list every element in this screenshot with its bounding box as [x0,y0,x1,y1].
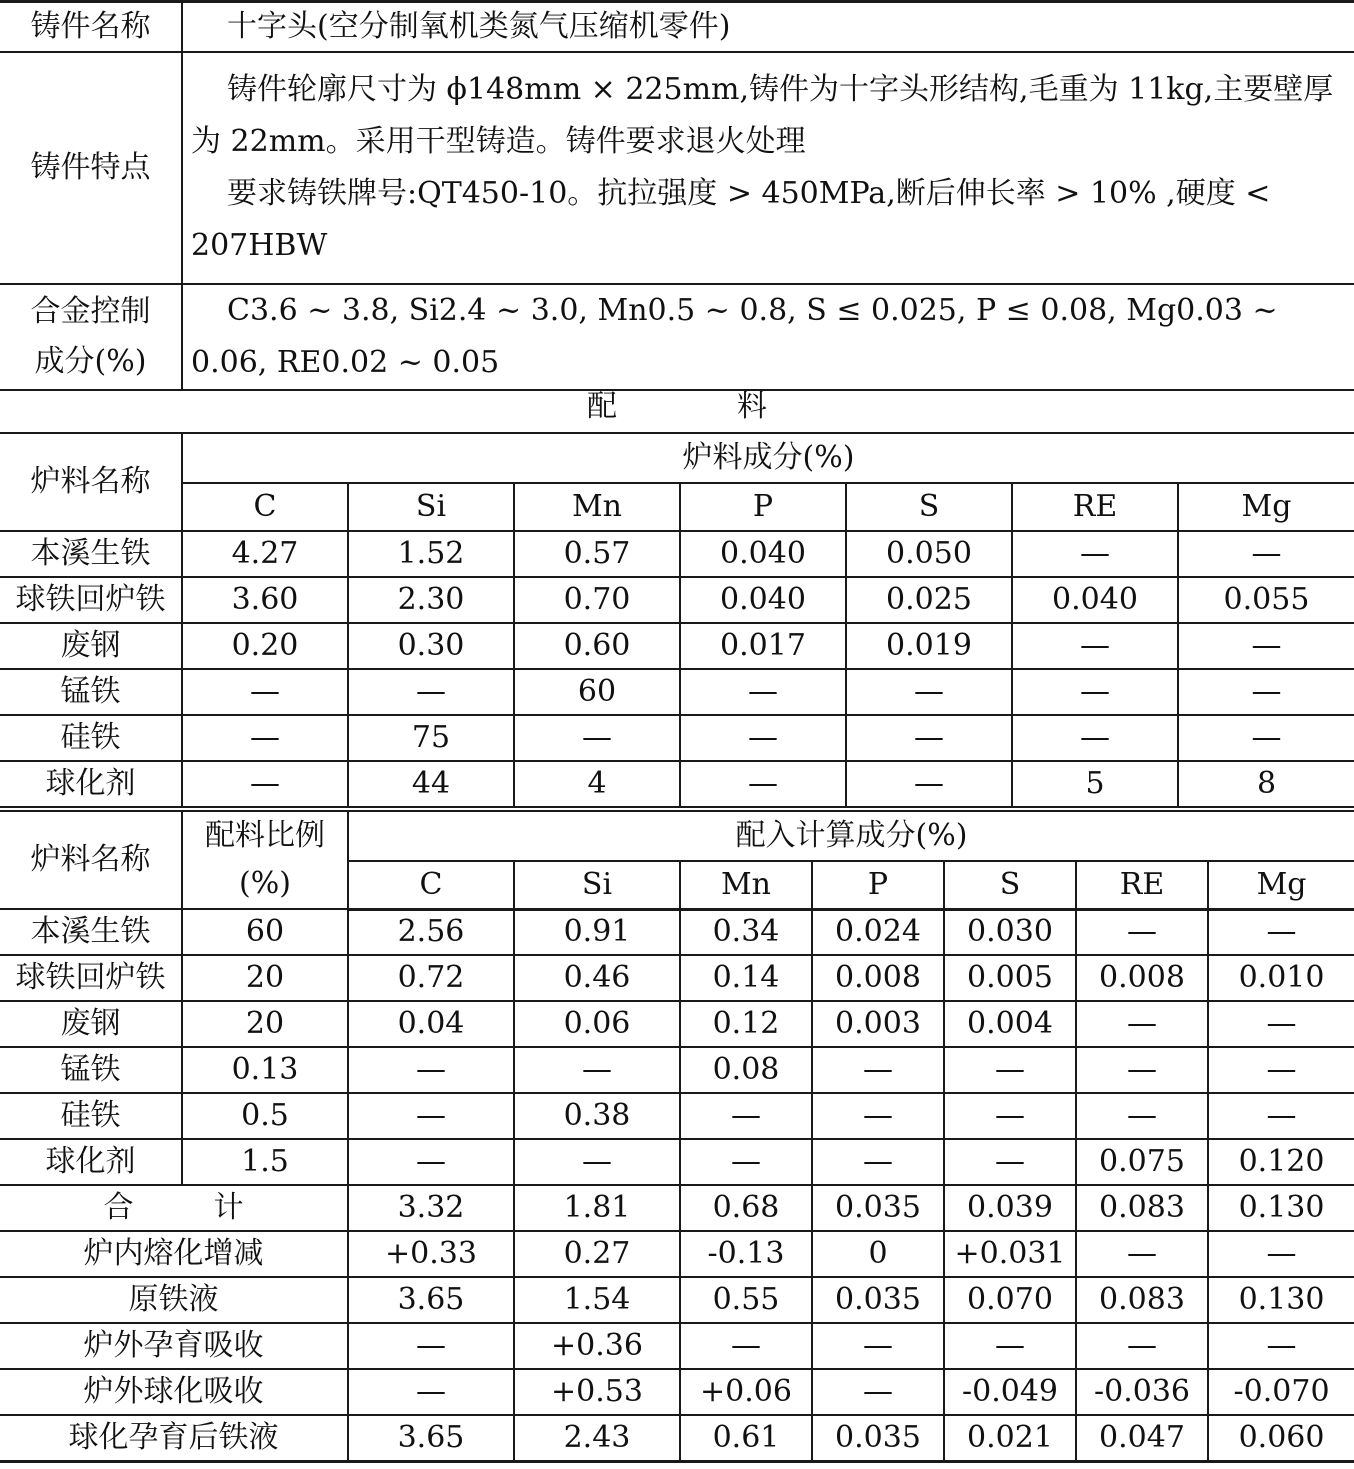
cell: 1.54 [514,1277,680,1323]
summary-row [0,1415,1354,1461]
casting-name-label: 铸件名称 [0,2,182,52]
col-header: Mn [680,861,812,909]
cell: — [1208,1001,1354,1047]
table-row [0,623,1354,669]
cell: 2.56 [348,909,514,955]
cell: — [846,761,1012,807]
calc-name-header: 炉料名称 [0,811,182,909]
cell: 3.65 [348,1415,514,1461]
summary-row [0,1323,1354,1369]
cell: — [348,1369,514,1415]
row-label: 球化剂 [0,1139,182,1185]
ratio-cell: 0.13 [182,1047,348,1093]
row-label: 本溪生铁 [0,531,182,577]
col-header: Mg [1208,861,1354,909]
cell: — [1076,1047,1208,1093]
row-label: 本溪生铁 [0,909,182,955]
charge-composition-table [0,432,1354,808]
batching-banner [0,384,1354,430]
cell: — [348,669,514,715]
cell: 0.91 [514,909,680,955]
table-row [0,909,1354,955]
cell: — [514,1047,680,1093]
cell: 0.035 [812,1277,944,1323]
cell: 0.055 [1178,577,1354,623]
col-header: Si [514,861,680,909]
table-row [0,1047,1354,1093]
cell: 0.050 [846,531,1012,577]
row-label: 锰铁 [0,669,182,715]
ratio-cell: 60 [182,909,348,955]
row-label: 锰铁 [0,1047,182,1093]
table-row [0,531,1354,577]
summary-label: 炉外孕育吸收 [0,1323,348,1369]
casting-feature-text [182,52,1354,284]
cell: 0.06 [514,1001,680,1047]
col-header: P [680,483,846,531]
cell: — [1012,669,1178,715]
ratio-cell: 20 [182,955,348,1001]
charge-name-header: 炉料名称 [0,433,182,531]
cell: 0.040 [1012,577,1178,623]
cell: — [514,715,680,761]
row-label: 球化剂 [0,761,182,807]
cell: — [1208,1231,1354,1277]
feature-line-1: 铸件轮廓尺寸为 ϕ148mm × 225mm,铸件为十字头形结构,毛重为 11kg,主要壁厚为 22mm。采用干型铸造。铸件要求退火处理 [191,71,1334,159]
summary-label: 球化孕育后铁液 [0,1415,348,1461]
ratio-cell: 20 [182,1001,348,1047]
cell: — [1178,715,1354,761]
table-row [0,1139,1354,1185]
cell: 3.32 [348,1185,514,1231]
banner-right: 料 [737,389,767,424]
cell: — [812,1369,944,1415]
cell: — [680,1093,812,1139]
cell: 5 [1012,761,1178,807]
cell: — [1178,669,1354,715]
cell: — [1208,1047,1354,1093]
cell: 0.120 [1208,1139,1354,1185]
summary-row [0,1231,1354,1277]
cell: — [812,1047,944,1093]
cell: +0.06 [680,1369,812,1415]
cell: 0.38 [514,1093,680,1139]
cell: — [1076,1323,1208,1369]
cell: — [1076,1231,1208,1277]
total-label-b: 计 [213,1190,244,1225]
table-row [0,761,1354,807]
cell: 1.81 [514,1185,680,1231]
cell: 0.035 [812,1185,944,1231]
cell: — [348,1047,514,1093]
cell: 0.025 [846,577,1012,623]
cell: 60 [514,669,680,715]
cell: 0.047 [1076,1415,1208,1461]
cell: — [944,1323,1076,1369]
col-header: S [944,861,1076,909]
cell: — [348,1093,514,1139]
cell: — [1076,1093,1208,1139]
summary-row [0,1369,1354,1415]
summary-label: 原铁液 [0,1277,348,1323]
alloy-label-line-1: 合金控制 [30,293,151,329]
cell: — [680,715,846,761]
alloy-value-text: C3.6 ~ 3.8, Si2.4 ~ 3.0, Mn0.5 ~ 0.8, S ≤ 0.025, P ≤ 0.08, Mg0.03 ~ 0.06, RE0.02 ~ 0.05 [191,292,1278,380]
charge-group-header: 炉料成分(%) [182,433,1354,483]
table-row [0,669,1354,715]
cell: 0.024 [812,909,944,955]
col-header: Mg [1178,483,1354,531]
cell: — [348,1323,514,1369]
cell: — [846,669,1012,715]
charge-rows [0,531,1354,807]
cell: — [182,715,348,761]
feature-line-2: 要求铸铁牌号:QT450-10。抗拉强度 > 450MPa,断后伸长率 > 10% ,硬度 < 207HBW [191,175,1271,263]
cell: 0.070 [944,1277,1076,1323]
row-label: 硅铁 [0,715,182,761]
cell: — [1076,1001,1208,1047]
cell: 0.20 [182,623,348,669]
casting-feature-label: 铸件特点 [0,52,182,284]
cell: — [944,1139,1076,1185]
cell: -0.036 [1076,1369,1208,1415]
alloy-control-value [182,284,1354,390]
cell: 1.52 [348,531,514,577]
cell: 4.27 [182,531,348,577]
ratio-header-line-1: 配料比例 [205,818,325,853]
cell: 2.30 [348,577,514,623]
calculated-composition-table [0,810,1354,1463]
cell: — [846,715,1012,761]
calc-ratio-header [182,811,348,909]
cell: -0.13 [680,1231,812,1277]
col-header: C [348,861,514,909]
cell: 0.083 [1076,1185,1208,1231]
cell: — [1012,715,1178,761]
cell: 0.08 [680,1047,812,1093]
cell: 2.43 [514,1415,680,1461]
cell: 0.008 [1076,955,1208,1001]
cell: 0.34 [680,909,812,955]
table-row [0,1093,1354,1139]
col-header: C [182,483,348,531]
cell: 0.72 [348,955,514,1001]
cell: — [1012,623,1178,669]
cell: — [182,761,348,807]
cell: +0.33 [348,1231,514,1277]
row-label: 硅铁 [0,1093,182,1139]
casting-name-value: 十字头(空分制氧机类氮气压缩机零件) [182,2,1354,52]
alloy-control-label [0,284,182,390]
cell: 0.68 [680,1185,812,1231]
summary-row [0,1277,1354,1323]
cell: 0.010 [1208,955,1354,1001]
summary-label: 炉外球化吸收 [0,1369,348,1415]
table-row [0,715,1354,761]
cell: — [1178,531,1354,577]
cell: 0.040 [680,577,846,623]
col-header: Mn [514,483,680,531]
charge-column-headers [0,483,1354,531]
cell: — [1012,531,1178,577]
row-label: 废钢 [0,1001,182,1047]
alloy-label-line-2: 成分(%) [34,343,147,379]
cell: -0.049 [944,1369,1076,1415]
cell: — [1178,623,1354,669]
table-row [0,1001,1354,1047]
row-label: 球铁回炉铁 [0,955,182,1001]
cell: +0.031 [944,1231,1076,1277]
cell: — [1208,1093,1354,1139]
cell: 0.70 [514,577,680,623]
cell: 0.004 [944,1001,1076,1047]
cell: — [680,1323,812,1369]
row-label: 废钢 [0,623,182,669]
cell: 0.039 [944,1185,1076,1231]
cell: 0.021 [944,1415,1076,1461]
cell: 0.61 [680,1415,812,1461]
table-row [0,955,1354,1001]
cell: 8 [1178,761,1354,807]
cell: — [812,1093,944,1139]
cell: 0.55 [680,1277,812,1323]
cell: — [680,669,846,715]
cell: — [680,1139,812,1185]
banner-title [0,384,1354,430]
cell: — [182,669,348,715]
cell: 0.003 [812,1001,944,1047]
cell: 4 [514,761,680,807]
cell: +0.36 [514,1323,680,1369]
cell: — [1208,1323,1354,1369]
cell: — [812,1139,944,1185]
cell: — [944,1047,1076,1093]
col-header: Si [348,483,514,531]
cell: 0.14 [680,955,812,1001]
cell: 0.040 [680,531,846,577]
cell: — [944,1093,1076,1139]
cell: 0.30 [348,623,514,669]
cell: 0.57 [514,531,680,577]
col-header: P [812,861,944,909]
calc-group-header: 配入计算成分(%) [348,811,1354,861]
cell: — [1208,909,1354,955]
cell: +0.53 [514,1369,680,1415]
cell: 0.130 [1208,1185,1354,1231]
ratio-cell: 0.5 [182,1093,348,1139]
cell: 0.130 [1208,1277,1354,1323]
cell: 0.017 [680,623,846,669]
cell: -0.070 [1208,1369,1354,1415]
cell: 0.12 [680,1001,812,1047]
cell: 0.04 [348,1001,514,1047]
cell: 0.075 [1076,1139,1208,1185]
summary-label: 炉内熔化增减 [0,1231,348,1277]
cell: 0.60 [514,623,680,669]
cell: 0.008 [812,955,944,1001]
cell: 75 [348,715,514,761]
ratio-cell: 1.5 [182,1139,348,1185]
cell: 3.60 [182,577,348,623]
cell: 0 [812,1231,944,1277]
cell: 0.035 [812,1415,944,1461]
total-row [0,1185,1354,1231]
cell: — [812,1323,944,1369]
cell: 0.019 [846,623,1012,669]
cell: — [348,1139,514,1185]
cell: 0.083 [1076,1277,1208,1323]
cell: 0.27 [514,1231,680,1277]
cell: 0.060 [1208,1415,1354,1461]
col-header: RE [1012,483,1178,531]
cell: — [1076,909,1208,955]
cell: 0.005 [944,955,1076,1001]
cell: — [680,761,846,807]
row-label: 球铁回炉铁 [0,577,182,623]
casting-info-table [0,0,1354,391]
table-row [0,577,1354,623]
cell: 3.65 [348,1277,514,1323]
calc-rows [0,909,1354,1461]
col-header: S [846,483,1012,531]
ratio-header-line-2: (%) [239,866,291,901]
col-header: RE [1076,861,1208,909]
cell: 0.46 [514,955,680,1001]
cell: 0.030 [944,909,1076,955]
cell: 44 [348,761,514,807]
total-label [0,1185,348,1231]
total-label-a: 合 [103,1190,134,1225]
cell: — [514,1139,680,1185]
banner-left: 配 [587,389,617,424]
